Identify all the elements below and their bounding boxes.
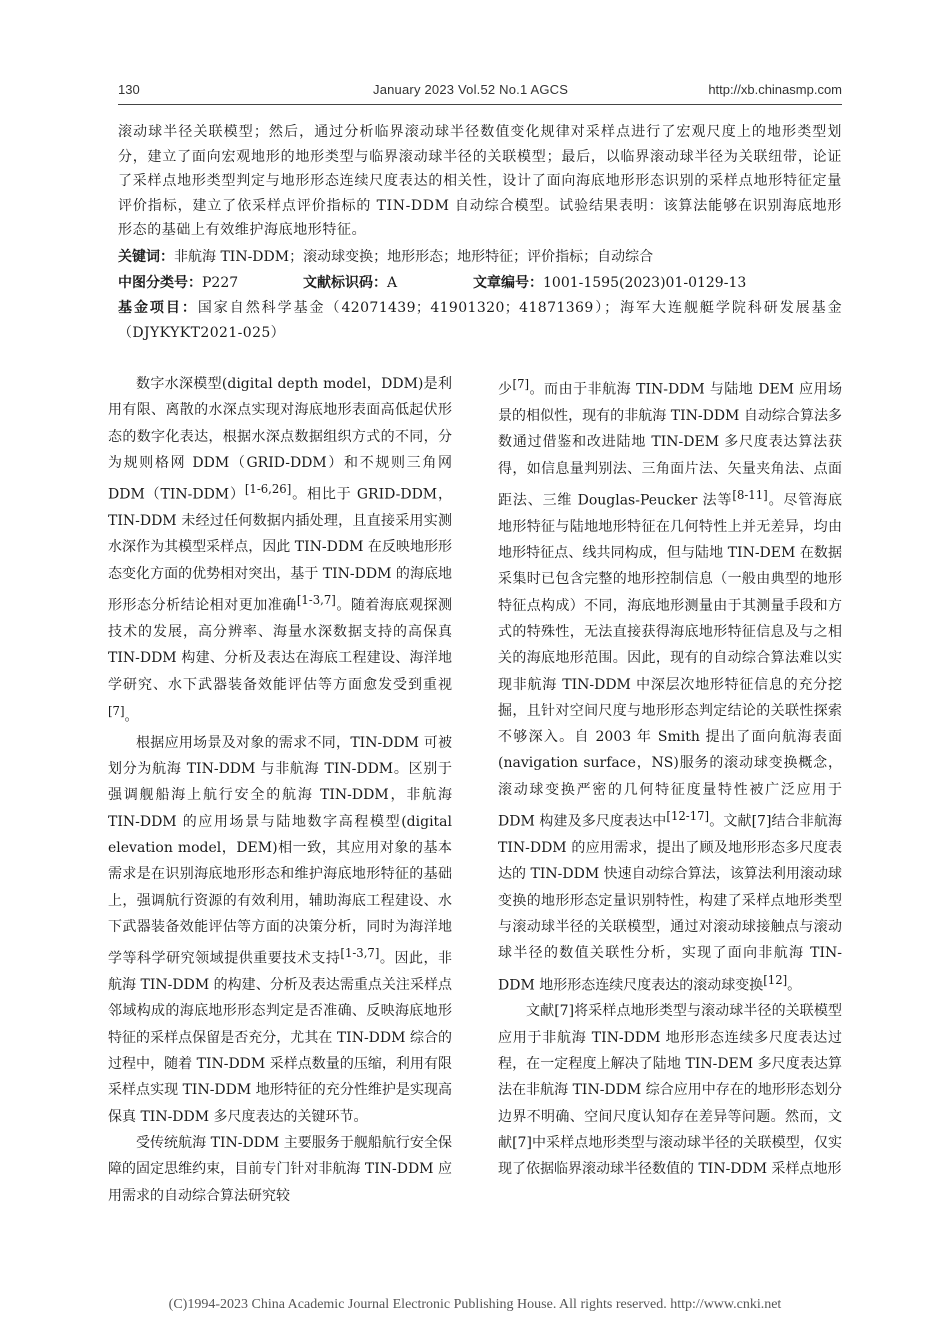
article-number-label: 文章编号： xyxy=(473,275,543,291)
citation: [12-17] xyxy=(666,809,710,824)
paragraph: 文献[7]将采样点地形类型与滚动球半径的关联模型应用于非航海 TIN-DDM 地形形态连续多尺度表达过程，在一定程度上解决了陆地 TIN-DEM 多尺度表达算法在非航海 TIN-DDM 综合应用中存在的地形形态划分边界不明确、空间尺度认知存在差异等问题。然而，文献[7]中采样点地形类型与滚动球半径的关联模型，仅实现了依据临界滚动球半径数值的 TIN-DDM 采样点地形 xyxy=(498,1003,842,1178)
journal-url: http://xb.chinasmp.com xyxy=(708,82,842,97)
doc-code-value: A xyxy=(387,275,398,291)
abstract-continuation: 滚动球半径关联模型；然后，通过分析临界滚动球半径数值变化规律对采样点进行了宏观尺度上的地形类型划分，建立了面向宏观地形的地形类型与临界滚动球半径的关联模型；最后，以临界滚动球半径为关联纽带，论证了采样点地形类型判定与地形形态连续尺度表达的相关性，设计了面向海底地形形态识别的采样点地形特征定量评价指标，建立了依采样点评价指标的 TIN-DDM 自动综合模型。试验结果表明：该算法能够在识别海底地形形态的基础上有效维护海底地形特征。 xyxy=(118,124,842,239)
citation: [7] xyxy=(512,377,530,391)
copyright-footer: (C)1994-2023 China Academic Journal Electronic Publishing House. All rights reserved. http://www.cnki.net xyxy=(168,1297,782,1312)
classification-line xyxy=(118,271,842,295)
paragraph: 根据应用场景及对象的需求不同，TIN-DDM 可被划分为航海 TIN-DDM 与非航海 TIN-DDM。区别于强调舰船海上航行安全的航海 TIN-DDM，非航海 TIN-DDM 的应用场景与陆地数字高程模型(digital elevation model，DEM)相一致，其应用对象的基本需求是在识别海底地形形态和维护海底地形特征的基础上，强调航行资源的有效利用，辅助海底工程建设、水下武器装备效能评估等方面的决策分析，同时为海洋地学等科学研究领域提供重要技术支持[1-3,7]。因此，非航海 TIN-DDM 的构建、分析及表达需重点关注采样点邻域构成的海底地形形态判定是否准确、反映海底地形特征的采样点保留是否充分，尤其在 TIN-DDM 综合的过程中，随着 TIN-DDM 采样点数量的压缩，利用有限采样点实现 TIN-DDM 地形特征的充分性维护是实现高保真 TIN-DDM 多尺度表达的关键环节。 xyxy=(108,734,453,1125)
running-header xyxy=(118,78,842,102)
header-rule xyxy=(118,104,842,105)
body-column-right xyxy=(498,371,842,1183)
citation: [1-3,7] xyxy=(340,946,380,961)
citation: [7] xyxy=(108,703,125,718)
doc-code-label: 文献标识码： xyxy=(303,275,387,291)
fund-label: 基金项目： xyxy=(118,300,198,316)
paragraph: 数字水深模型(digital depth model，DDM)是利用有限、离散的水深点实现对海底地形表面高低起伏形态的数字化表达，根据水深点数据组织方式的不同，分为规则格网 DDM（GRID-DDM）和不规则三角网 DDM（TIN-DDM）[1-6,26]。相比于 GRID-DDM，TIN-DDM 未经过任何数据内插处理，且直接采用实测水深作为其模型采样点，因此 TIN-DDM 在反映地形形态变化方面的优势相对突出，基于 TIN-DDM 的海底地形形态分析结论相对更加准确[1-3,7]。随着海底观探测技术的发展，高分辨率、海量水深数据支持的高保真 TIN-DDM 构建、分析及表达在海底工程建设、海洋地学研究、水下武器装备效能评估等方面愈发受到重视[7]。 xyxy=(108,376,453,725)
body-column-left xyxy=(108,371,452,1209)
citation: [1-6,26] xyxy=(244,482,292,497)
fund-info xyxy=(118,296,842,346)
clc-value: P227 xyxy=(202,275,239,291)
page-number: 130 xyxy=(118,82,140,97)
paragraph: 受传统航海 TIN-DDM 主要服务于舰船航行安全保障的固定思维约束，目前专门针对非航海 TIN-DDM 应用需求的自动综合算法研究较 xyxy=(108,1134,452,1204)
fund-text: 国家自然科学基金（42071439；41901320；41871369）；海军大连舰艇学院科研发展基金（DJYKYKT2021-025） xyxy=(118,300,843,341)
paragraph: 少[7]。而由于非航海 TIN-DDM 与陆地 DEM 应用场景的相似性，现有的非航海 TIN-DDM 自动综合算法多数通过借鉴和改进陆地 TIN-DEM 多尺度表达算法获得，如信息量判别法、三角面片法、矢量夹角法、点面距法、三维 Douglas-Peucker 法等[8-11]。尽管海底地形特征与陆地地形特征在几何特性上并无差异，均由地形特征点、线共同构成，但与陆地 TIN-DEM 在数据采集时已包含完整的地形控制信息（一般由典型的地形特征点构成）不同，海底地形测量由于其测量手段和方式的特殊性，无法直接获得海底地形特征信息及与之相关的海底地形范围。因此，现有的自动综合算法难以实现非航海 TIN-DDM 中深层次地形特征信息的充分挖掘，且针对空间尺度与地形形态判定结论的关联性探索不够深入。自 2003 年 Smith 提出了面向航海表面(navigation surface，NS)服务的滚动球变换概念，滚动球变换严密的几何特征度量特性被广泛应用于 DDM 构建及多尺度表达中[12-17]。文献[7]结合非航海 TIN-DDM 的应用需求，提出了顾及地形形态多尺度表达的 TIN-DDM 快速自动综合算法，该算法利用滚动球变换的地形形态定量识别特性，构建了采样点地形类型与滚动球半径的关联模型，通过对滚动球接触点与滚动球半径的数值关联性分析，实现了面向非航海 TIN-DDM 地形形态连续尺度表达的滚动球变换[12]。 xyxy=(498,377,842,994)
article-number-value: 1001-1595(2023)01-0129-13 xyxy=(543,275,747,291)
citation: [12] xyxy=(763,972,788,987)
keywords xyxy=(118,245,842,269)
keywords-text: 非航海 TIN-DDM；滚动球变换；地形形态；地形特征；评价指标；自动综合 xyxy=(174,249,654,265)
citation: [8-11] xyxy=(732,487,768,502)
clc-label: 中图分类号： xyxy=(118,275,202,291)
journal-info: January 2023 Vol.52 No.1 AGCS xyxy=(373,82,569,97)
keywords-label: 关键词： xyxy=(118,249,174,265)
citation: [1-3,7] xyxy=(296,593,336,608)
